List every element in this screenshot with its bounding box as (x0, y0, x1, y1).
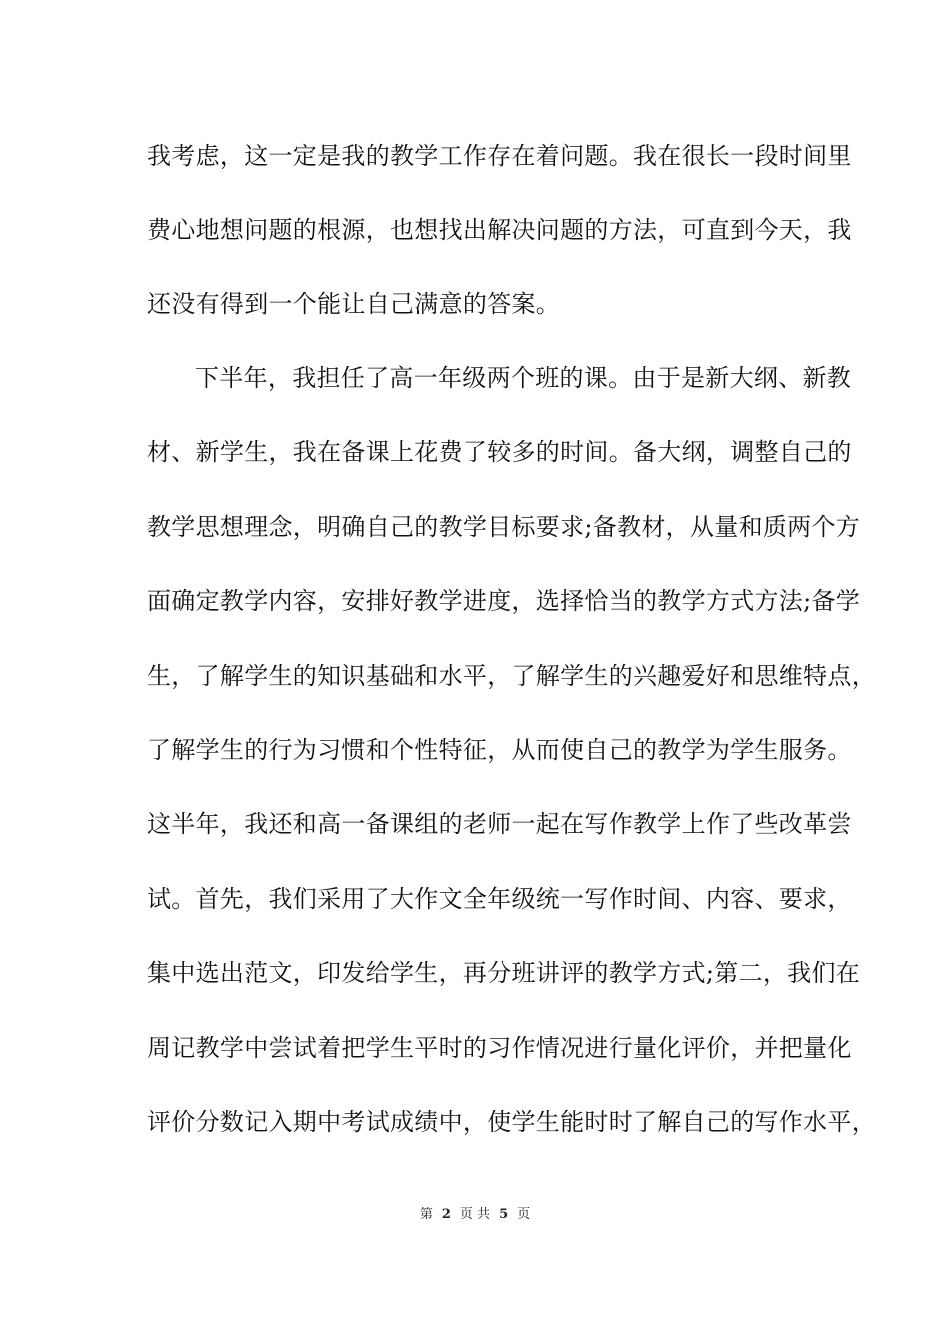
footer-prefix: 第 (419, 1207, 433, 1222)
text-line-14: 评价分数记入期中考试成绩中，使学生能时时了解自己的写作水平， (147, 1108, 876, 1136)
text-line-1: 我考虑，这一定是我的教学工作存在着问题。我在很长一段时间里 (147, 142, 852, 170)
text-line-2: 费心地想问题的根源，也想找出解决问题的方法，可直到今天，我 (147, 216, 852, 244)
text-line-5: 材、新学生，我在备课上花费了较多的时间。备大纲，调整自己的 (147, 438, 852, 466)
text-line-12: 集中选出范文，印发给学生，再分班讲评的教学方式;第二，我们在 (147, 959, 861, 987)
page-footer (0, 1206, 950, 1224)
text-line-11: 试。首先，我们采用了大作文全年级统一写作时间、内容、要求， (147, 885, 852, 913)
footer-current-page: 2 (441, 1207, 451, 1222)
text-line-3: 还没有得到一个能让自己满意的答案。 (147, 290, 561, 318)
footer-middle: 页 共 (459, 1207, 491, 1222)
text-line-9: 了解学生的行为习惯和个性特征，从而使自己的教学为学生服务。 (147, 736, 852, 764)
text-line-6: 教学思想理念，明确自己的教学目标要求;备教材，从量和质两个方 (147, 513, 861, 541)
text-line-7: 面确定教学内容，安排好教学进度，选择恰当的教学方式方法;备学 (147, 587, 861, 615)
text-line-4: 下半年，我担任了高一年级两个班的课。由于是新大纲、新教 (195, 364, 852, 392)
footer-total-pages: 5 (499, 1207, 509, 1222)
footer-suffix: 页 (517, 1207, 531, 1222)
text-line-13: 周记教学中尝试着把学生平时的习作情况进行量化评价，并把量化 (147, 1034, 852, 1062)
text-line-8: 生，了解学生的知识基础和水平，了解学生的兴趣爱好和思维特点， (147, 662, 876, 690)
text-line-10: 这半年，我还和高一备课组的老师一起在写作教学上作了些改革尝 (147, 810, 852, 838)
